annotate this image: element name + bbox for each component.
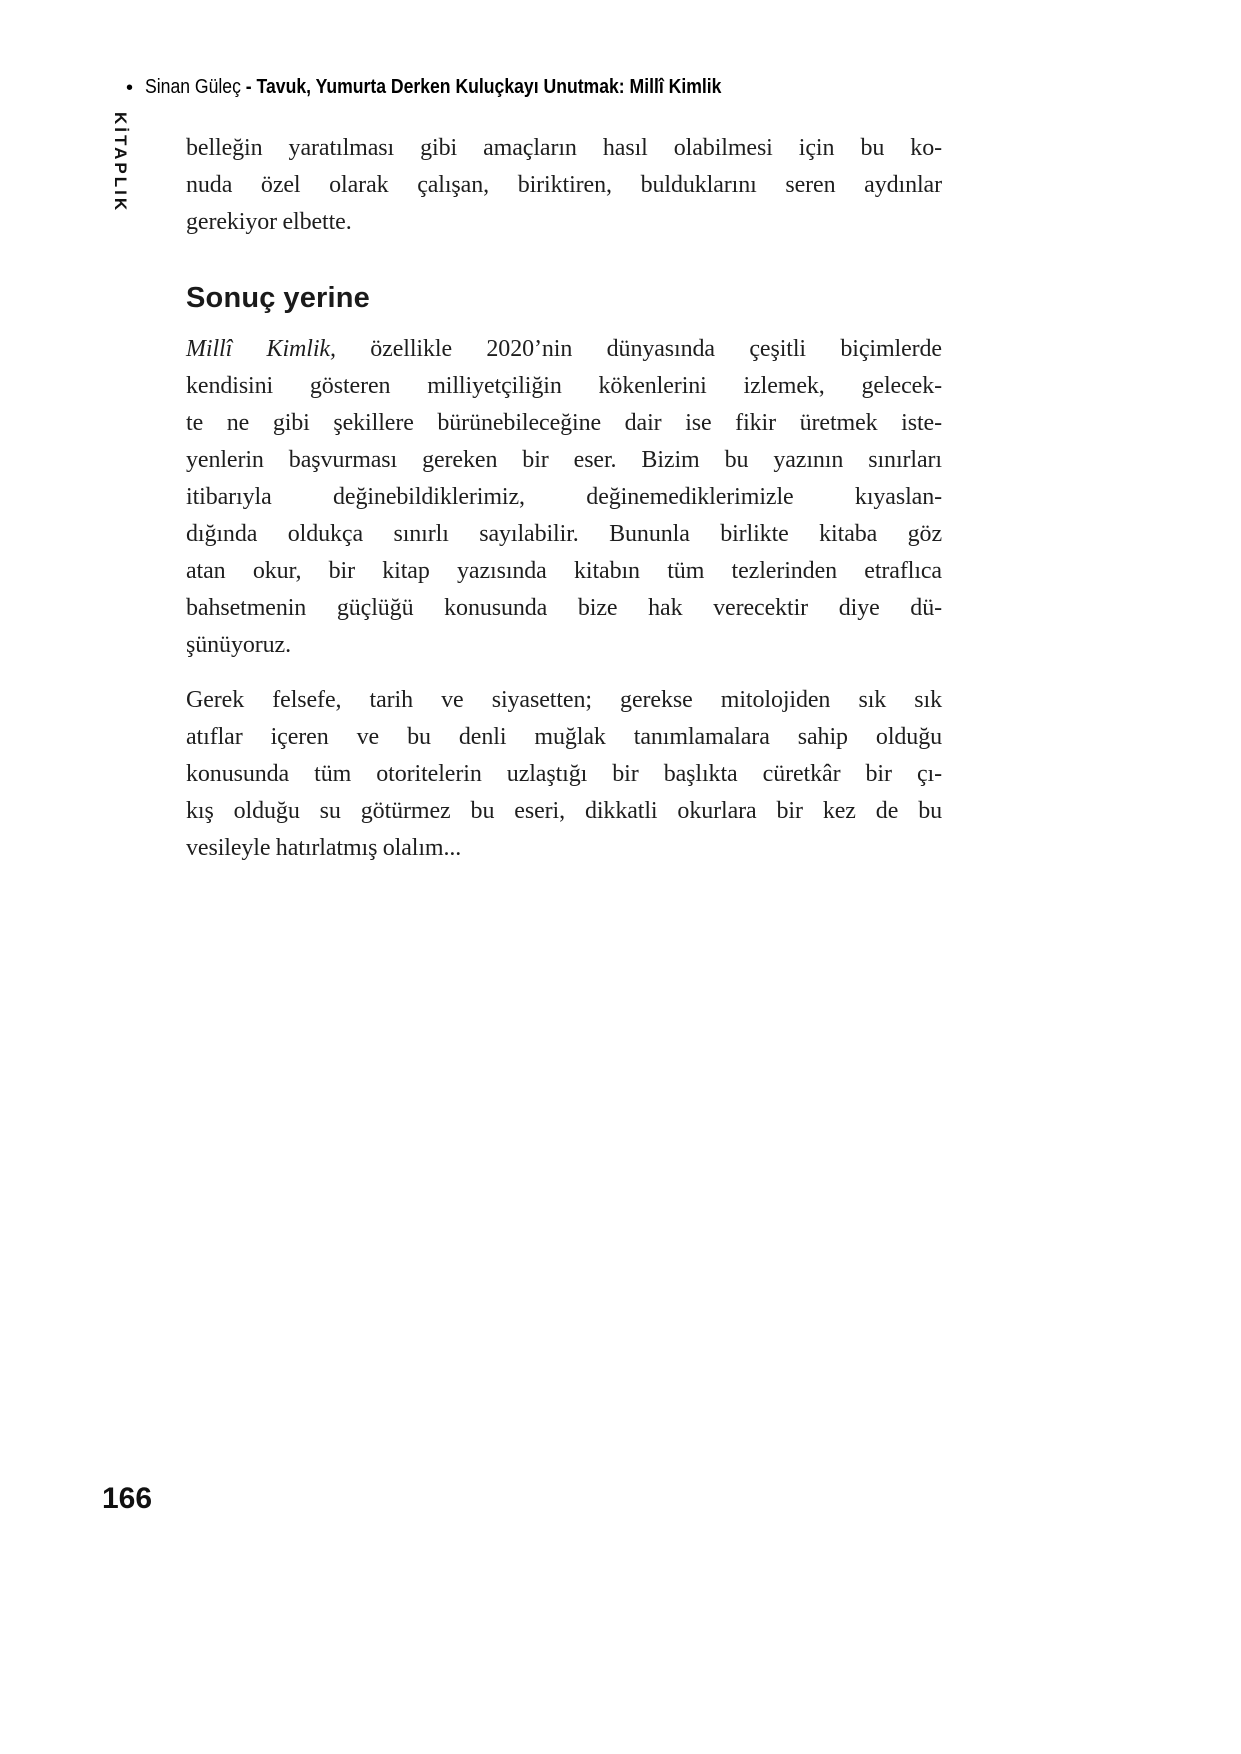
- book-title-italic: Millî Kimlik,: [186, 336, 336, 362]
- text-line: Gerek felsefe, tarih ve siyasetten; gerekse mitolojiden sık sık: [186, 687, 942, 713]
- text-line: atan okur, bir kitap yazısında kitabın tüm tezlerinden etraflıca: [186, 558, 942, 584]
- bullet-icon: •: [126, 76, 134, 99]
- text-line: şünüyoruz.: [186, 632, 291, 658]
- text-line: belleğin yaratılması gibi amaçların hasıl olabilmesi için bu ko-: [186, 135, 942, 161]
- text-line: te ne gibi şekillere bürünebileceğine dair ise fikir üretmek iste-: [186, 410, 942, 436]
- body-column: [186, 130, 942, 867]
- text-line: bahsetmenin güçlüğü konusunda bize hak verecektir diye dü-: [186, 595, 942, 621]
- paragraph-conclusion: [186, 331, 942, 664]
- section-heading: Sonuç yerine: [186, 282, 371, 314]
- header-separator: -: [245, 76, 252, 98]
- running-header: [126, 76, 800, 99]
- text-line: vesileyle hatırlatmış olalım...: [186, 835, 462, 861]
- running-header-text: [145, 76, 721, 99]
- header-author: Sinan Güleç: [145, 76, 241, 98]
- text-line: [186, 331, 942, 368]
- text-line: kendisini gösteren milliyetçiliğin kökenlerini izlemek, gelecek-: [186, 373, 942, 399]
- margin-label-kitaplik: KİTAPLIK: [111, 112, 130, 214]
- text-line: nuda özel olarak çalışan, biriktiren, bulduklarını seren aydınlar: [186, 172, 942, 198]
- text-line: itibarıyla değinebildiklerimiz, değinemediklerimizle kıyaslan-: [186, 484, 942, 510]
- text-line-rest: özellikle 2020’nin dünyasında çeşitli biçimlerde: [370, 336, 942, 362]
- text-line: dığında oldukça sınırlı sayılabilir. Bununla birlikte kitaba göz: [186, 521, 942, 547]
- text-line: yenlerin başvurması gereken bir eser. Bizim bu yazının sınırları: [186, 447, 942, 473]
- text-line: kış olduğu su götürmez bu eseri, dikkatli okurlara bir kez de bu: [186, 798, 942, 824]
- text-line: atıflar içeren ve bu denli muğlak tanımlamalara sahip olduğu: [186, 724, 942, 750]
- paragraph-closing: [186, 682, 942, 867]
- text-line: gerekiyor elbette.: [186, 209, 352, 235]
- text-line: konusunda tüm otoritelerin uzlaştığı bir başlıkta cüretkâr bir çı-: [186, 761, 942, 787]
- header-article-title: Tavuk, Yumurta Derken Kuluçkayı Unutmak: Millî Kimlik: [256, 76, 722, 98]
- paragraph-intro: [186, 130, 942, 241]
- page-number: 166: [102, 1482, 153, 1515]
